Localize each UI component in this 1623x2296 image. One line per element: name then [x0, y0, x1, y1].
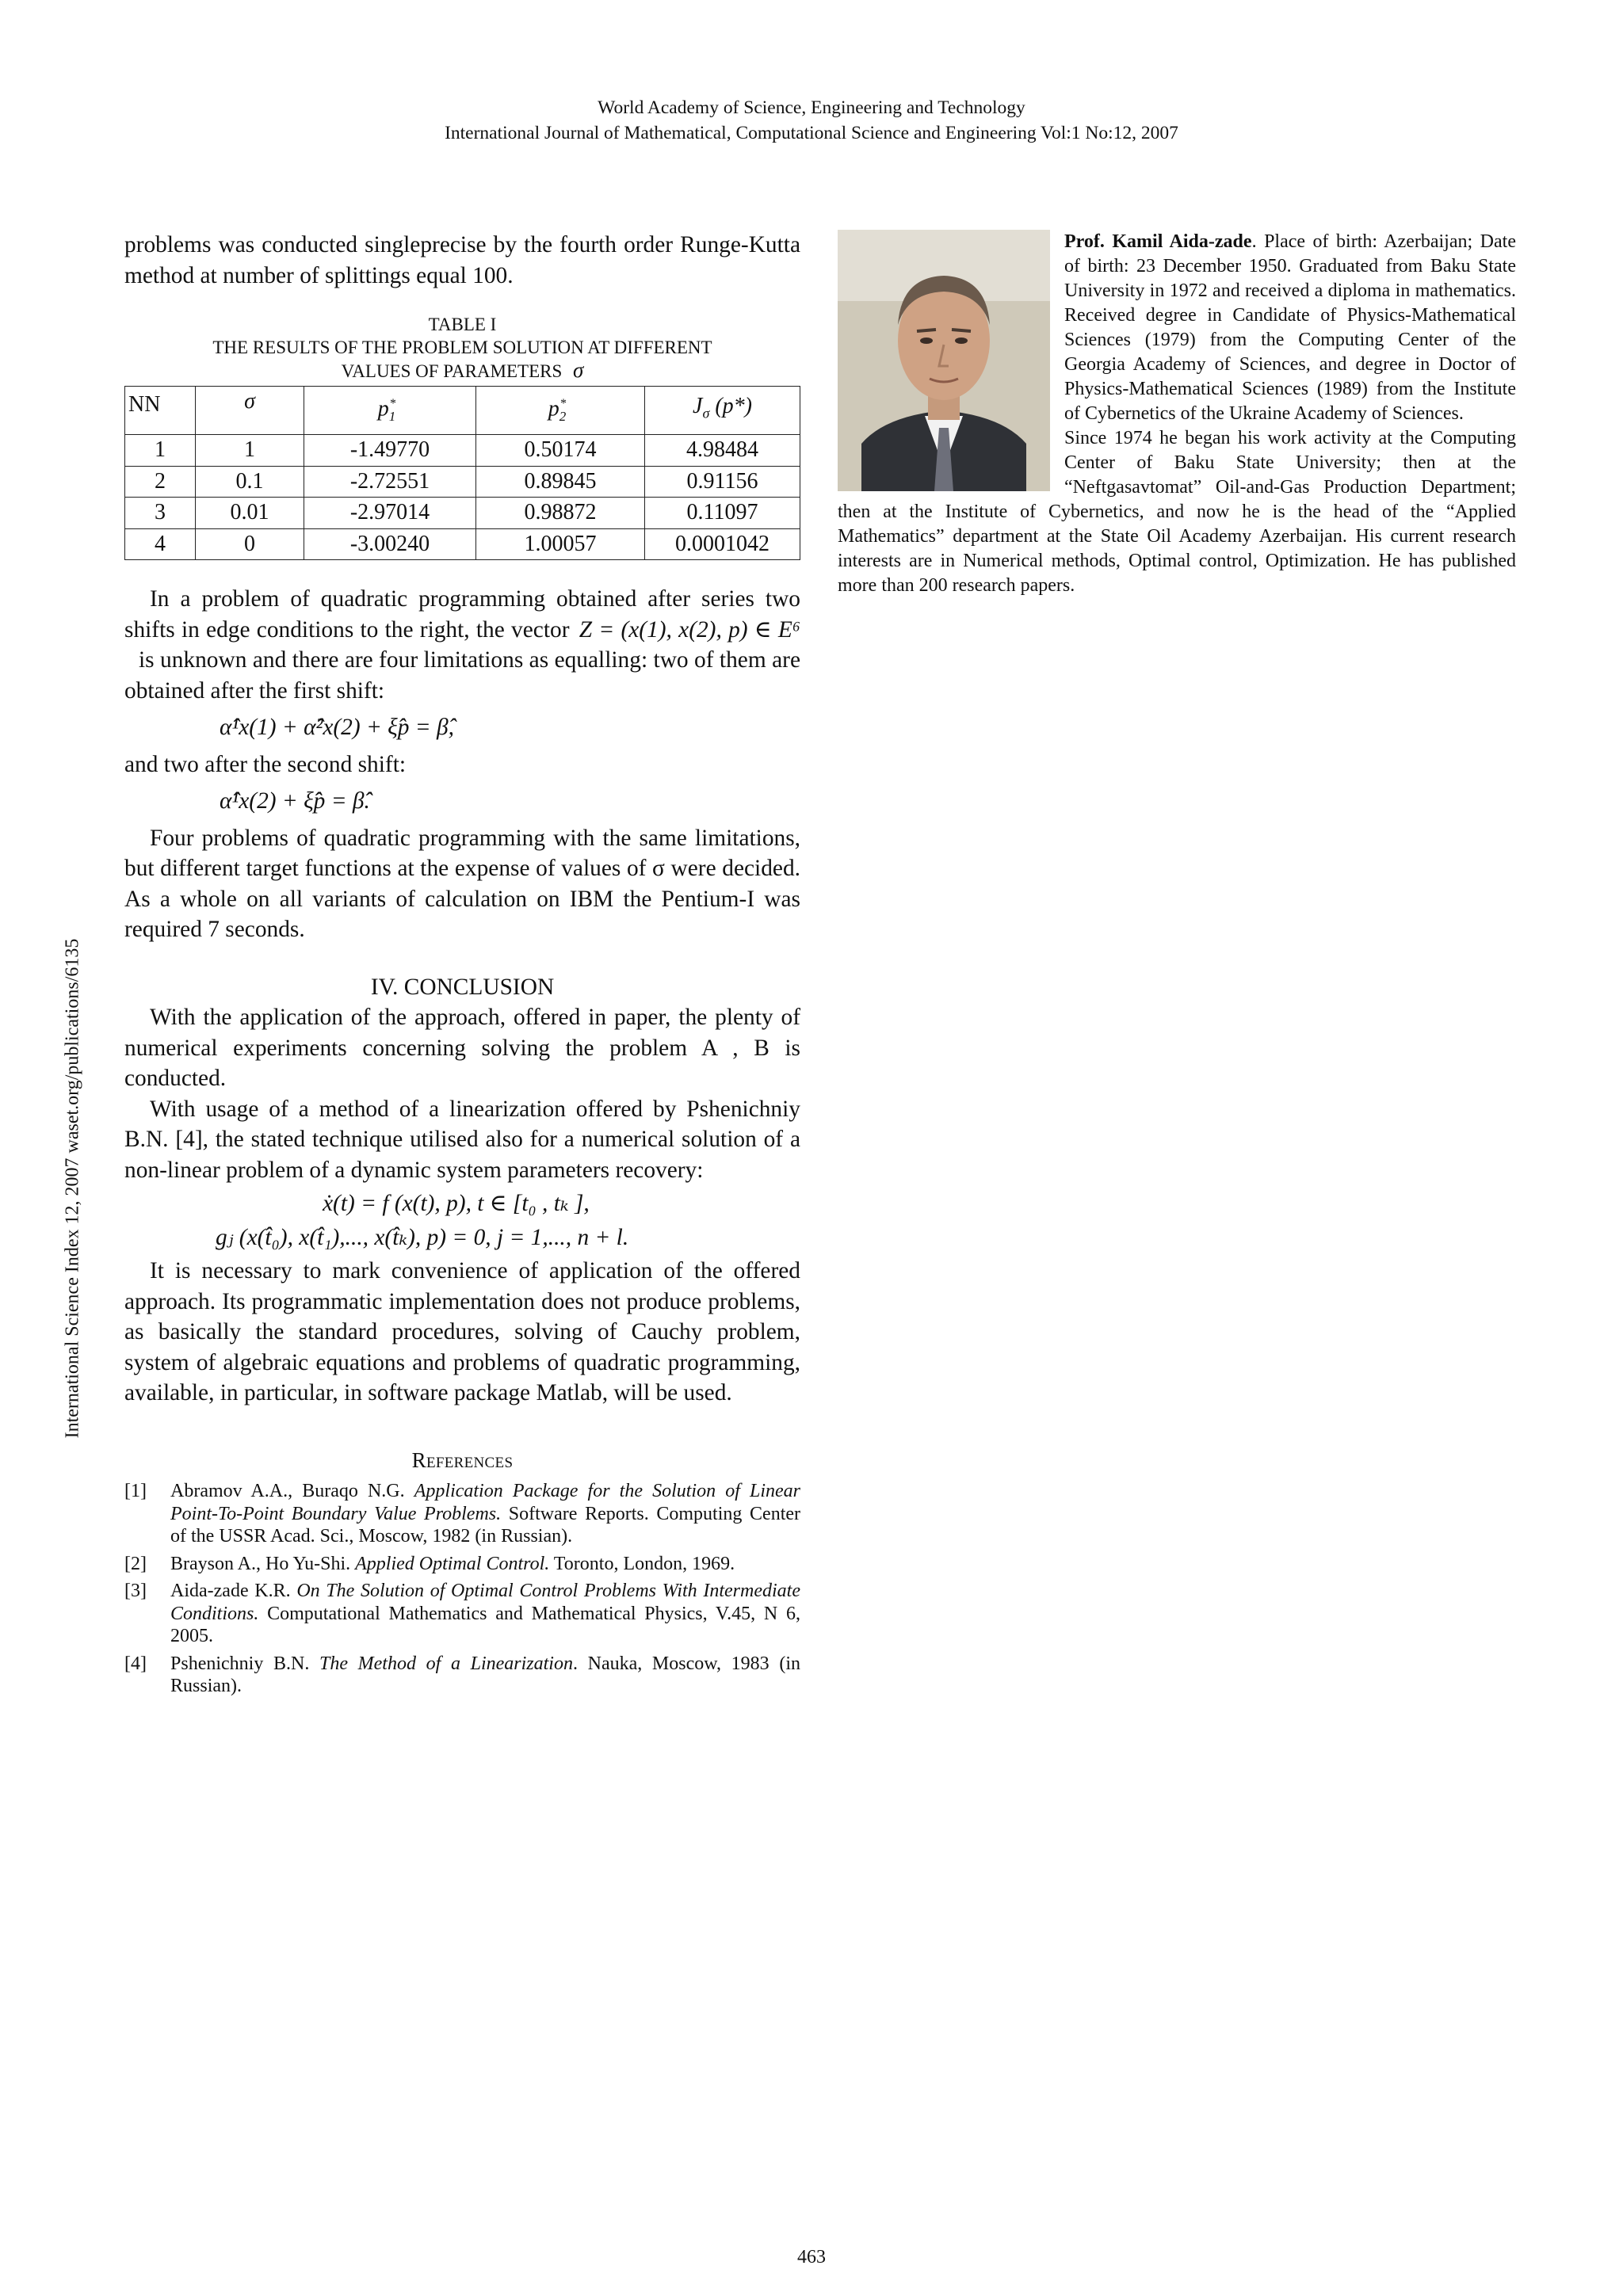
table-row [125, 435, 800, 467]
reference-details: Toronto, London, 1969. [549, 1553, 735, 1574]
paragraph-qp-text: In a problem of quadratic programming obtained after series two shifts in edge conditions to the right, the vector [124, 586, 800, 643]
paragraph-four-problems: Four problems of quadratic programming with the same limitations, but different target functions at the expense of values of σ were decided. As a whole on all variants of calculation on IBM the Pentium-I was required 7 seconds. [124, 825, 800, 942]
paragraph-qp [124, 584, 800, 706]
section-heading-conclusion: IV. CONCLUSION [370, 974, 555, 1000]
table-cell: 0.91156 [645, 466, 800, 498]
table-cell: 0.89845 [476, 466, 645, 498]
equation-3: ẋ(t) = f (x(t), p), t ∈ [t₀ , tₖ ], [323, 1191, 590, 1216]
table-row [125, 498, 800, 529]
reference-title: On The Solution of Optimal Control Problems With Intermediate Conditions. [170, 1581, 800, 1624]
table-cell: -1.49770 [304, 435, 476, 467]
sidebar-citation-text: International Science Index 12, 2007 waset.org/publications/6135 [62, 938, 83, 1439]
table-cell: 1 [196, 435, 304, 467]
reference-title: Application Package for the Solution of Linear Point-To-Point Boundary Value Problems. [170, 1481, 800, 1524]
table-cell: 0.11097 [645, 498, 800, 529]
table-row [125, 528, 800, 560]
header-p2: $p_2^*$ [476, 387, 645, 435]
reference-text [170, 1653, 800, 1698]
paragraph-conclusion-1: With the application of the approach, offered in paper, the plenty of numerical experiments concerning solving the problem A , B is conducted. [124, 1005, 800, 1091]
header-sigma: σ [196, 387, 304, 435]
table-cell: 4.98484 [645, 435, 800, 467]
results-table [124, 386, 800, 560]
reference-number: [4] [124, 1653, 147, 1674]
left-column [124, 230, 800, 1698]
reference-text [170, 1553, 800, 1576]
running-header [0, 95, 1623, 146]
page-number: 463 [797, 2247, 826, 2267]
table-label: TABLE I [428, 315, 497, 334]
reference-item [124, 1580, 800, 1648]
reference-text [170, 1480, 800, 1548]
table-cell: -3.00240 [304, 528, 476, 560]
table-caption [124, 313, 800, 383]
header-nn: NN [125, 387, 196, 435]
vector-z-formula: Z = (x(1), x(2), p) ∈ E⁶ [579, 616, 800, 643]
bio-text-1: . Place of birth: Azerbaijan; Date of birth: 23 December 1950. Graduated from Baku State University in 1972 and received a diploma in mathematics. Received degree in Candidate of Physics-Mathematical Sciences (1979) from the Computing Center of the Georgia Academy of Sciences, and degree in Doctor of Physics-Mathematical Sciences (1989) from the Institute of Cybernetics of the Ukraine Academy of Sciences. [1064, 231, 1516, 424]
table-cell: 1.00057 [476, 528, 645, 560]
table-header-row [125, 387, 800, 435]
reference-title: The Method of a Linearization [319, 1653, 573, 1674]
sigma-symbol: σ [573, 358, 584, 382]
reference-item [124, 1553, 800, 1576]
table-caption-line2 [124, 359, 800, 383]
header-j-sigma: $J_\sigma$ (p*) [645, 387, 800, 435]
references-list [124, 1480, 800, 1698]
table-row [125, 466, 800, 498]
paragraph-intro: problems was conducted singleprecise by the fourth order Runge-Kutta method at number of splittings equal 100. [124, 232, 800, 288]
references-heading: References [411, 1447, 514, 1472]
table-caption-text: VALUES OF PARAMETERS [341, 361, 563, 381]
reference-authors: Aida-zade K.R. [170, 1581, 297, 1601]
reference-item [124, 1653, 800, 1698]
reference-title: Applied Optimal Control. [355, 1553, 550, 1574]
paragraph-conclusion-3: It is necessary to mark convenience of application of the offered approach. Its programmatic implementation does not produce problems, as basically the standard procedures, solving of Cauchy problem, system of algebraic equations and problems of quadratic programming, available, in particular, in software package Matlab, will be used. [124, 1258, 800, 1405]
table-cell: 0.50174 [476, 435, 645, 467]
reference-text [170, 1580, 800, 1648]
reference-authors: Pshenichniy B.N. [170, 1653, 319, 1674]
reference-authors: Brayson A., Ho Yu-Shi. [170, 1553, 356, 1574]
reference-number: [1] [124, 1481, 147, 1501]
reference-item [124, 1480, 800, 1548]
table-cell: 0.01 [196, 498, 304, 529]
reference-details: . Nauka, Moscow, 1983 (in Russian). [170, 1653, 800, 1696]
equation-2: α̂̂¹x(2) + ξ̂̂p = β̂̂. [220, 788, 370, 814]
header-p1: $p_1^*$ [304, 387, 476, 435]
author-biography [838, 230, 1516, 598]
paragraph-qp-text-2: is unknown and there are four limitations as equalling: two of them are obtained after the first shift: [124, 647, 800, 704]
reference-details: Software Reports. Computing Center of the USSR Acad. Sci., Moscow, 1982 (in Russian). [170, 1503, 801, 1547]
equation-1: α̂¹x(1) + α̂²x(2) + ξ̂p = β̂, [220, 715, 454, 740]
table-cell: 0.98872 [476, 498, 645, 529]
reference-number: [2] [124, 1553, 147, 1574]
table-cell: 1 [125, 435, 196, 467]
table-caption-line1: THE RESULTS OF THE PROBLEM SOLUTION AT DIFFERENT [212, 338, 712, 357]
journal-academy: World Academy of Science, Engineering and Technology [598, 97, 1025, 118]
table-cell: 2 [125, 466, 196, 498]
table-cell: 0.0001042 [645, 528, 800, 560]
reference-number: [3] [124, 1581, 147, 1601]
sidebar-citation [55, 903, 90, 1474]
equation-4: gⱼ (x(t̂₀), x(t̂₁),..., x(t̂ₖ), p) = 0, j = 1,..., n + l. [216, 1224, 629, 1250]
table-cell: 3 [125, 498, 196, 529]
table-cell: 0 [196, 528, 304, 560]
table-cell: -2.72551 [304, 466, 476, 498]
journal-title: International Journal of Mathematical, Computational Science and Engineering Vol:1 No:12, 2007 [445, 123, 1178, 143]
table-cell: -2.97014 [304, 498, 476, 529]
reference-authors: Abramov A.A., Buraqo N.G. [170, 1481, 414, 1501]
table-cell: 0.1 [196, 466, 304, 498]
author-name: Prof. Kamil Aida-zade [1064, 231, 1252, 252]
reference-details: Computational Mathematics and Mathematical Physics, V.45, N 6, 2005. [170, 1603, 800, 1646]
bio-paragraph-2: Since 1974 he began his work activity at the Computing Center of Baku State University; then at the “Neftgasavtomat” Oil-and-Gas Production Department; then at the Institute of Cybernetics, and now he is the head of the “Applied Mathematics” department at the State Oil Academy Azerbaijan. His current research interests are in Numerical methods, Optimal control, Optimization. He has published more than 200 research papers. [838, 428, 1516, 596]
paragraph-conclusion-2: With usage of a method of a linearization offered by Pshenichniy B.N. [4], the stated technique utilised also for a numerical solution of a non-linear problem of a dynamic system parameters recovery: [124, 1096, 800, 1183]
table-cell: 4 [125, 528, 196, 560]
photo-spacer [838, 230, 1064, 491]
paragraph-second-shift: and two after the second shift: [124, 751, 407, 777]
